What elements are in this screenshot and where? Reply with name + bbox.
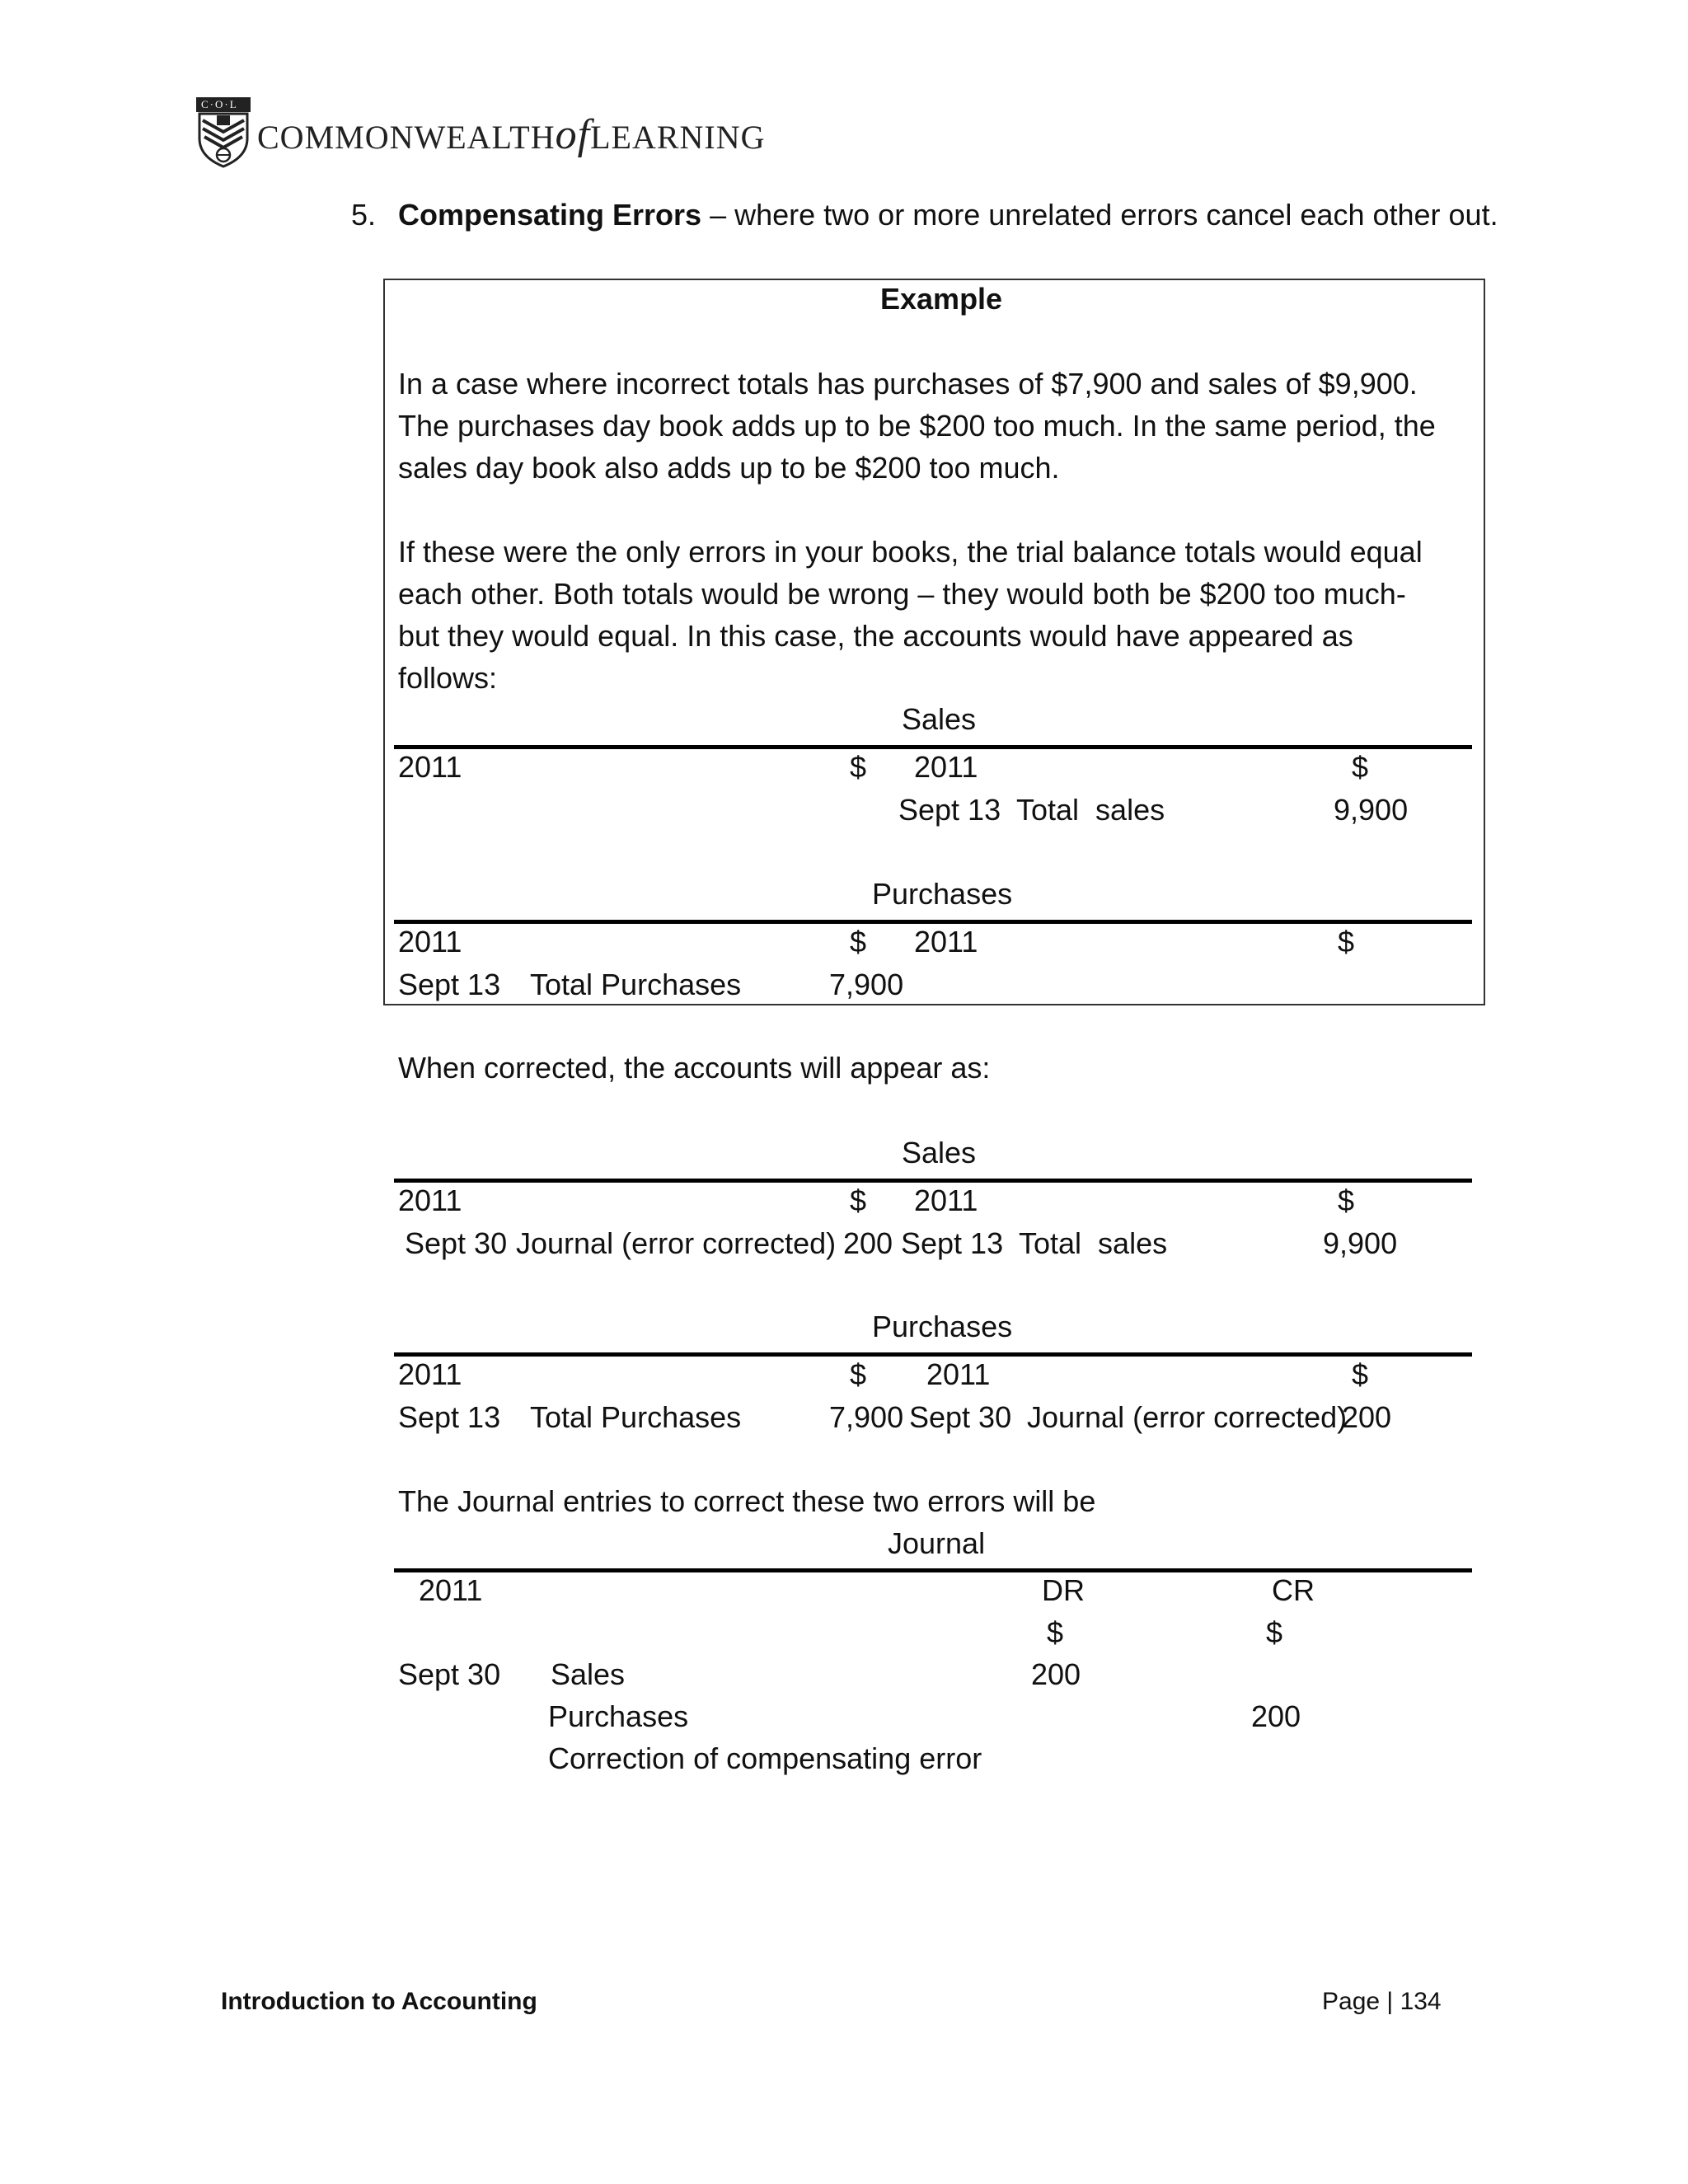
corrected-purchases-currency-left: $	[850, 1357, 867, 1391]
corrected-purchases-year-right: 2011	[926, 1357, 991, 1391]
corrected-sales-currency-left: $	[850, 1183, 867, 1217]
example-paragraph-2: If these were the only errors in your books, the trial balance totals would equal each other. Both totals would be wrong – they would both be $200 too much- but they would equal. In this case, the accounts would have appeared as follows:	[398, 535, 1423, 695]
sales-currency-right: $	[1352, 750, 1369, 784]
example-heading: Example	[880, 282, 1003, 316]
corrected-sales-currency-right: $	[1338, 1183, 1355, 1217]
corrected-sales-rule	[394, 1179, 1472, 1183]
sales-year-right: 2011	[914, 750, 978, 784]
journal-year: 2011	[419, 1573, 483, 1607]
journal-credit-account: Purchases	[548, 1699, 689, 1733]
sales-year-left: 2011	[398, 750, 462, 784]
section-number: 5.	[351, 198, 377, 232]
sales-date-right: Sept 13	[898, 793, 1001, 827]
org-name	[257, 110, 766, 159]
journal-date: Sept 30	[398, 1657, 501, 1691]
org-name-part2: LEARNING	[590, 119, 766, 156]
corrected-intro: When corrected, the accounts will appear as:	[398, 1051, 991, 1085]
logo-badge-text: C·O·L	[201, 98, 238, 110]
sales-currency-left: $	[850, 750, 867, 784]
section-definition	[398, 199, 1498, 232]
journal-rule	[394, 1568, 1472, 1572]
corrected-sales-date-right: Sept 13	[901, 1226, 1004, 1260]
corrected-sales-year-left: 2011	[398, 1183, 462, 1217]
footer-book-title: Introduction to Accounting	[221, 1988, 537, 2015]
journal-debit-account: Sales	[551, 1657, 626, 1691]
corrected-purchases-rule	[394, 1352, 1472, 1357]
purchases-account-title: Purchases	[872, 877, 1013, 911]
purchases-date-left: Sept 13	[398, 968, 501, 1001]
journal-debit-amount: 200	[1031, 1657, 1081, 1691]
logo	[195, 96, 252, 168]
journal-title: Journal	[888, 1526, 986, 1560]
journal-cr-label: CR	[1272, 1573, 1315, 1607]
purchases-year-left: 2011	[398, 925, 462, 958]
corrected-sales-desc-left: Journal (error corrected)	[516, 1226, 837, 1260]
corrected-sales-amount-left: 200	[843, 1226, 893, 1260]
corrected-purchases-date-left: Sept 13	[398, 1400, 501, 1434]
footer-page-label: Page	[1322, 1988, 1381, 2015]
corrected-sales-amount-right: 9,900	[1323, 1226, 1398, 1260]
sales-account-rule	[394, 745, 1472, 749]
corrected-purchases-desc-right: Journal (error corrected)	[1027, 1400, 1348, 1434]
purchases-year-right: 2011	[914, 925, 978, 958]
footer-page-number: 134	[1400, 1988, 1442, 2015]
section-definition-text: – where two or more unrelated errors cancel each other out.	[701, 198, 1498, 232]
purchases-account-rule	[394, 920, 1472, 924]
corrected-sales-date-left: Sept 30	[405, 1226, 508, 1260]
purchases-amount-left: 7,900	[829, 968, 904, 1001]
footer-separator: |	[1386, 1988, 1394, 2015]
sales-account-title: Sales	[902, 702, 977, 736]
corrected-purchases-currency-right: $	[1352, 1357, 1369, 1391]
purchases-currency-right: $	[1338, 925, 1355, 958]
purchases-currency-left: $	[850, 925, 867, 958]
section-term: Compensating Errors	[398, 198, 702, 232]
corrected-purchases-date-right: Sept 30	[909, 1400, 1012, 1434]
org-name-part1: COMMONWEALTH	[257, 119, 556, 156]
corrected-purchases-amount-right: 200	[1342, 1400, 1392, 1434]
corrected-purchases-desc-left: Total Purchases	[530, 1400, 742, 1434]
corrected-purchases-title: Purchases	[872, 1310, 1013, 1343]
corrected-purchases-amount-left: 7,900	[829, 1400, 904, 1434]
purchases-desc-left: Total Purchases	[530, 968, 742, 1001]
sales-desc-right: Total sales	[1016, 793, 1165, 827]
journal-cr-currency: $	[1266, 1615, 1283, 1649]
journal-dr-label: DR	[1042, 1573, 1085, 1607]
section-heading	[351, 199, 376, 232]
org-name-of: of	[555, 111, 591, 158]
corrected-sales-title: Sales	[902, 1136, 977, 1169]
footer-page-info	[1322, 1988, 1442, 2016]
journal-intro: The Journal entries to correct these two errors will be	[398, 1484, 1096, 1518]
corrected-sales-year-right: 2011	[914, 1183, 978, 1217]
journal-dr-currency: $	[1047, 1615, 1064, 1649]
corrected-sales-desc-right: Total sales	[1019, 1226, 1168, 1260]
sales-amount-right: 9,900	[1334, 793, 1409, 827]
journal-credit-amount: 200	[1251, 1699, 1301, 1733]
example-paragraph-1: In a case where incorrect totals has purchases of $7,900 and sales of $9,900. The purchases day book adds up to be $200 too much. In the same period, the sales day book also adds up to be $200 too much.	[398, 367, 1436, 485]
journal-narration: Correction of compensating error	[548, 1741, 982, 1775]
corrected-purchases-year-left: 2011	[398, 1357, 462, 1391]
